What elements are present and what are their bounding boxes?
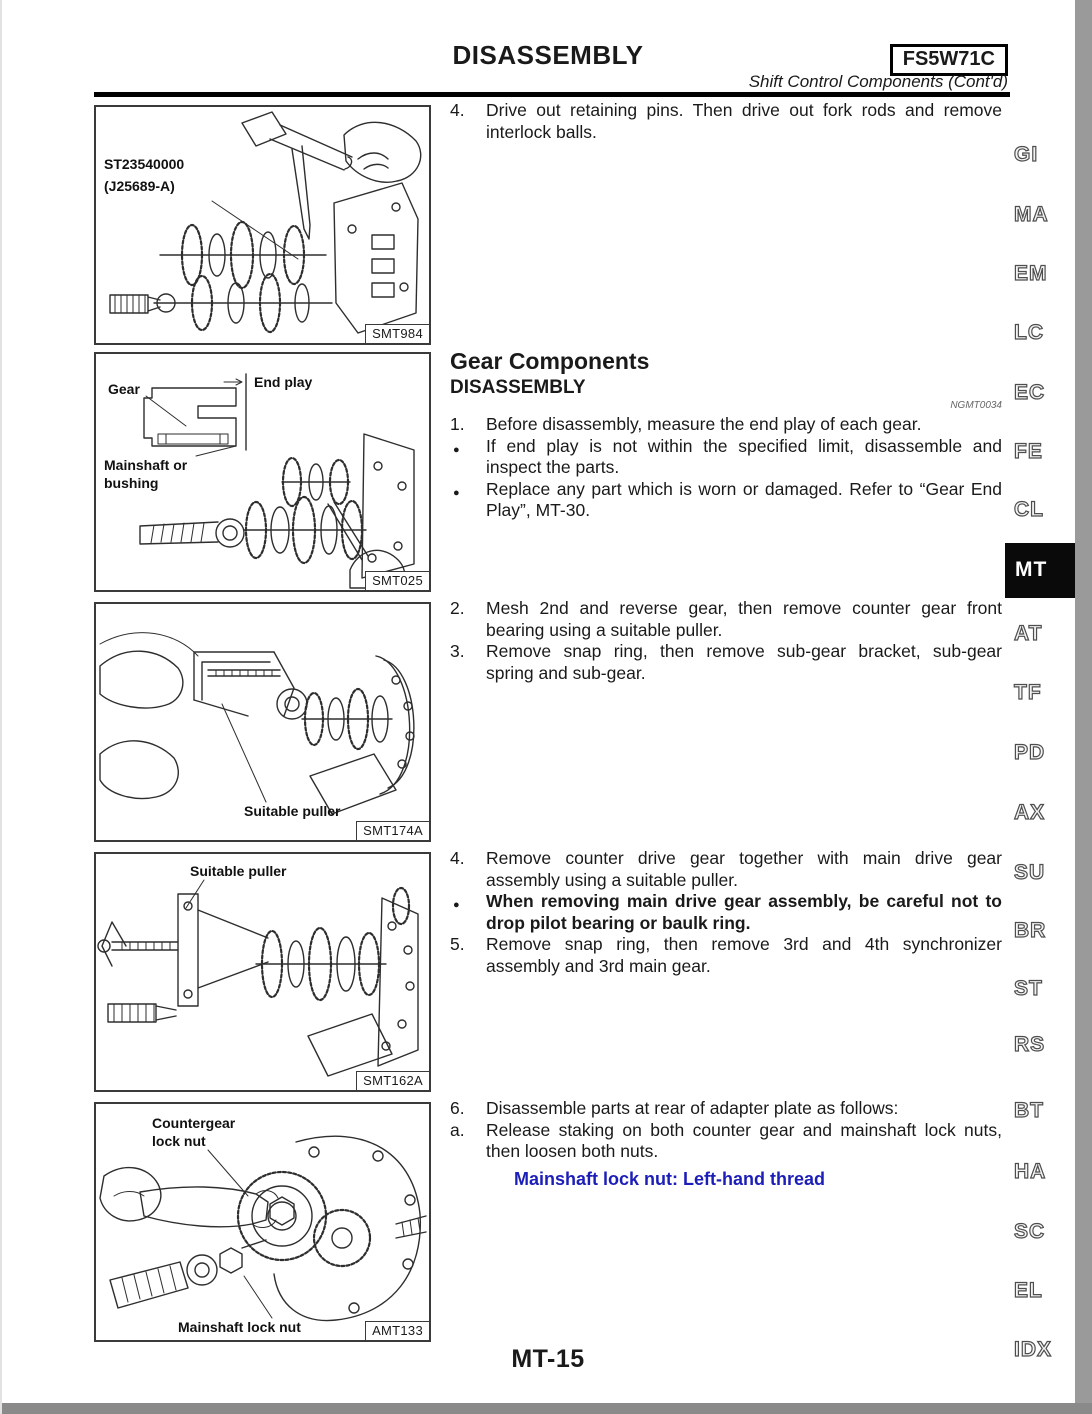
- figure-caption: AMT133: [365, 1321, 430, 1341]
- step-item: [450, 848, 1002, 891]
- instruction-group-4: [450, 1098, 1002, 1190]
- figure1-tool-number-label: ST23540000: [104, 156, 185, 172]
- section-tab-cl: CL: [1014, 498, 1044, 521]
- step-text: Drive out retaining pins. Then drive out fork rods and remove interlock balls.: [486, 100, 1002, 142]
- spec-highlight-text: Mainshaft lock nut: Left-hand thread: [514, 1168, 826, 1189]
- section-tab-ax: AX: [1014, 801, 1046, 824]
- step-text: If end play is not within the specified limit, disassemble and inspect the parts.: [486, 435, 1002, 477]
- step-item: [450, 1098, 1002, 1120]
- step-marker: 5.: [450, 934, 465, 954]
- section-tab-su: SU: [1014, 861, 1046, 884]
- section-tab-pd: PD: [1014, 741, 1046, 764]
- section-tab-em: EM: [1014, 262, 1048, 285]
- section-tab-idx: IDX: [1014, 1338, 1053, 1361]
- figure-smt984-illustration: [96, 107, 429, 343]
- figure-caption: SMT025: [365, 571, 430, 591]
- figure-smt162a-illustration: [96, 854, 429, 1090]
- step-marker: 3.: [450, 641, 465, 661]
- figure5-mainshaft-label: Mainshaft lock nut: [178, 1319, 301, 1335]
- figure5-locknut-label: lock nut: [152, 1133, 206, 1149]
- step-item: [450, 100, 1002, 143]
- step-marker: 1.: [450, 414, 465, 434]
- step-marker: 4.: [450, 100, 465, 120]
- bullet-icon: ●: [453, 486, 460, 499]
- figure-amt133: [94, 1102, 431, 1342]
- section-tab-br: BR: [1014, 919, 1047, 942]
- figure-smt025: [94, 352, 431, 592]
- step-item: [450, 934, 1002, 977]
- figure2-gear-label: Gear: [108, 381, 140, 397]
- section-tab-sc: SC: [1014, 1220, 1046, 1243]
- section-tab-mt-label: MT: [1015, 558, 1048, 581]
- figure3-puller-label: Suitable puller: [244, 803, 341, 819]
- step-text: Remove counter drive gear together with main drive gear assembly using a suitable puller.: [486, 848, 1002, 890]
- scan-edge-strip: [1075, 0, 1092, 1403]
- step-marker: 4.: [450, 848, 465, 868]
- section-tab-lc: LC: [1014, 321, 1044, 344]
- section-tab-tf: TF: [1014, 681, 1042, 704]
- scan-bottom-bar: [2, 1403, 1092, 1414]
- step-marker: 6.: [450, 1098, 465, 1118]
- header-rule: [94, 92, 1010, 97]
- step-item: [450, 598, 1002, 641]
- section-tab-ha: HA: [1014, 1160, 1047, 1183]
- step-text: Release staking on both counter gear and mainshaft lock nuts, then loosen both nuts.: [486, 1119, 1002, 1161]
- section-tab-at: AT: [1014, 622, 1043, 645]
- step-marker: 2.: [450, 598, 465, 618]
- figure2-endplay-label: End play: [254, 374, 313, 390]
- caution-text: When removing main drive gear assembly, be careful not to drop pilot bearing or baulk ring.: [486, 891, 1002, 933]
- section-tab-fe: FE: [1014, 440, 1043, 463]
- instruction-group-top: [450, 100, 1002, 143]
- transmission-model-badge: FS5W71C: [890, 44, 1008, 76]
- section-tab-ec: EC: [1014, 381, 1046, 404]
- figure-caption: SMT174A: [356, 821, 430, 841]
- figure-smt984: [94, 105, 431, 345]
- gear-components-section: [450, 348, 1002, 522]
- caution-step-item: [450, 891, 1002, 934]
- page-title: DISASSEMBLY: [452, 40, 644, 70]
- step-marker: a.: [450, 1119, 465, 1140]
- figure-caption: SMT162A: [356, 1071, 430, 1091]
- figure1-tool-number-label2: (J25689-A): [104, 178, 175, 194]
- instruction-group-2: [450, 598, 1002, 684]
- section-tab-rs: RS: [1014, 1033, 1046, 1056]
- figure2-mainshaft-label: Mainshaft or: [104, 457, 188, 473]
- figure-amt133-illustration: [96, 1104, 429, 1340]
- figure-smt174a: [94, 602, 431, 842]
- step-item: [450, 641, 1002, 684]
- bullet-icon: ●: [453, 443, 460, 456]
- section-tab-bt: BT: [1014, 1099, 1044, 1122]
- section-reference-code: NGMT0034: [950, 400, 1002, 411]
- section-tab-st: ST: [1014, 977, 1043, 1000]
- instruction-group-3: [450, 848, 1002, 977]
- step-text: Before disassembly, measure the end play of each gear.: [486, 414, 922, 434]
- step-item: [450, 414, 1002, 436]
- figure-smt174a-illustration: [96, 604, 429, 840]
- figure-smt162a: [94, 852, 431, 1092]
- figure4-puller-label: Suitable puller: [190, 863, 287, 879]
- step-item: [450, 436, 1002, 479]
- section-tab-gi: GI: [1014, 143, 1039, 166]
- step-text: Disassemble parts at rear of adapter plate as follows:: [486, 1098, 899, 1118]
- section-tab-mt-active: [1005, 543, 1082, 598]
- figure5-countergear-label: Countergear: [152, 1115, 236, 1131]
- section-tab-ma: MA: [1014, 203, 1049, 226]
- step-text: Replace any part which is worn or damaged. Refer to “Gear End Play”, MT-30.: [486, 478, 1002, 520]
- substep-item: [450, 1120, 1002, 1163]
- section-title: Gear Components: [450, 348, 650, 374]
- page-subtitle: Shift Control Components (Cont'd): [748, 72, 1008, 91]
- step-text: Remove snap ring, then remove 3rd and 4th synchronizer assembly and 3rd main gear.: [486, 934, 1002, 976]
- step-item: [450, 479, 1002, 522]
- page-number: MT-15: [511, 1345, 585, 1373]
- bullet-icon: ●: [453, 899, 460, 911]
- section-subtitle: DISASSEMBLY: [450, 377, 586, 398]
- step-text: Mesh 2nd and reverse gear, then remove counter gear front bearing using a suitable puller.: [486, 598, 1002, 640]
- figure-smt025-illustration: [96, 354, 429, 590]
- section-tab-el: EL: [1014, 1279, 1043, 1302]
- step-text: Remove snap ring, then remove sub-gear bracket, sub-gear spring and sub-gear.: [486, 641, 1002, 683]
- figure2-bushing-label: bushing: [104, 475, 159, 491]
- figure-caption: SMT984: [365, 324, 430, 344]
